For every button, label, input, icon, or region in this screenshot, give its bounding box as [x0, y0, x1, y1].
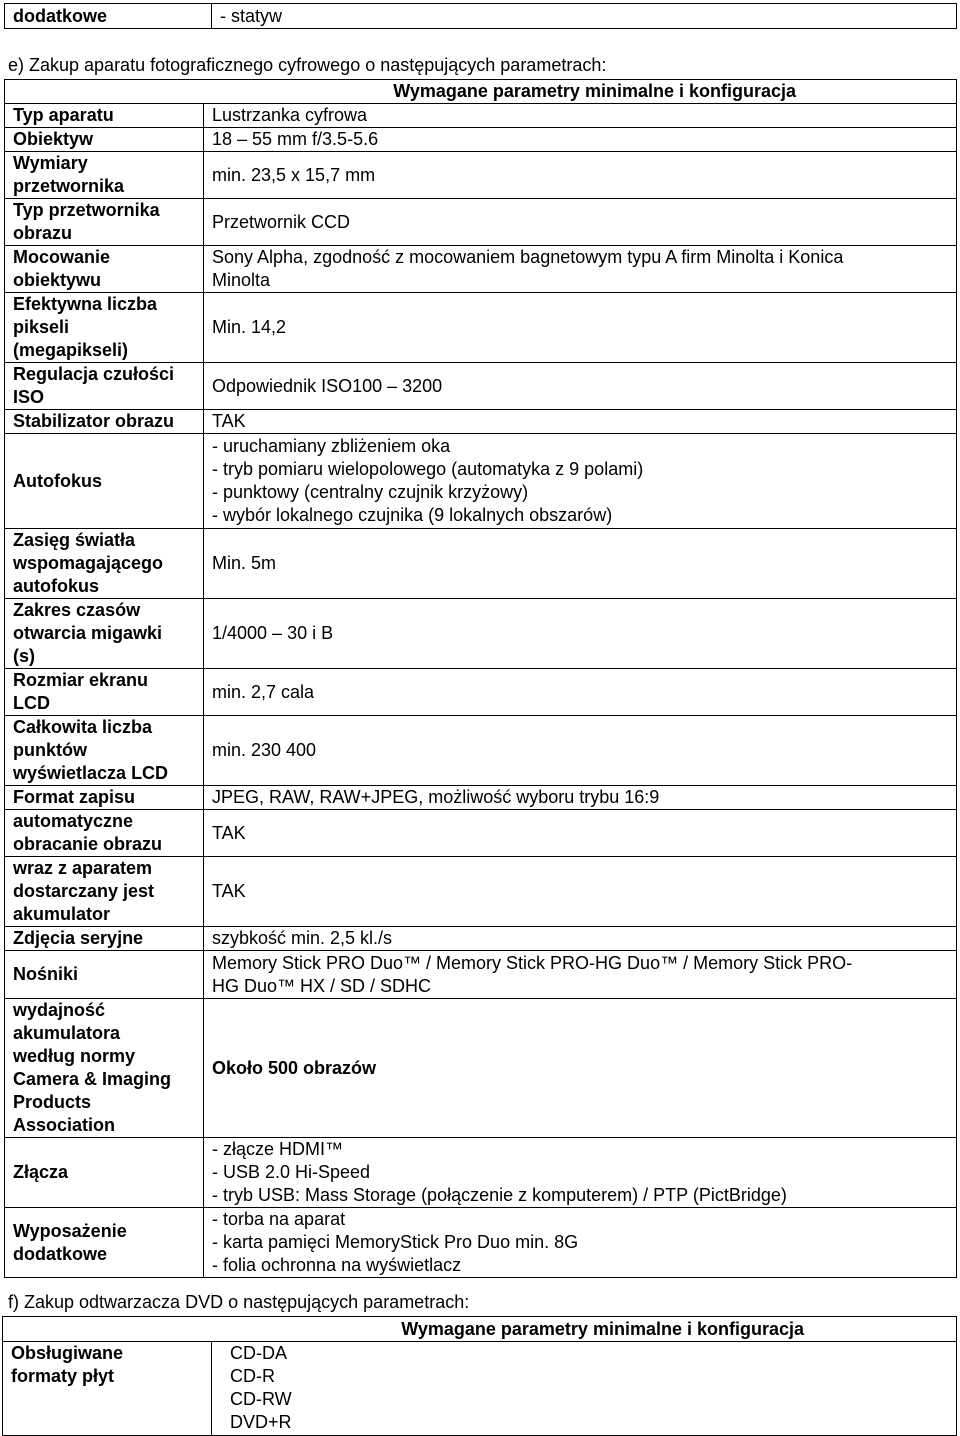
table-row	[5, 128, 957, 152]
table-row	[5, 246, 957, 293]
row-value: Min. 5m	[204, 529, 957, 599]
row-value: - torba na aparat - karta pamięci MemoryStick Pro Duo min. 8G - folia ochronna na wyświetlacz	[204, 1208, 957, 1278]
table-row	[5, 199, 957, 246]
row-label: Obiektyw	[5, 128, 204, 152]
row-value: TAK	[204, 810, 957, 857]
row-value: Około 500 obrazów	[204, 999, 957, 1138]
row-label: Złącza	[5, 1138, 204, 1208]
table-row	[5, 410, 957, 434]
row-label: Wyposażenie dodatkowe	[5, 1208, 204, 1278]
column-header: Wymagane parametry minimalne i konfiguracja	[3, 1317, 957, 1342]
row-label: Typ aparatu	[5, 104, 204, 128]
row-value: szybkość min. 2,5 kl./s	[204, 927, 957, 951]
table-header-row	[3, 1317, 957, 1342]
table-row	[5, 293, 957, 363]
row-value: min. 2,7 cala	[204, 669, 957, 716]
row-label: Zakres czasów otwarcia migawki (s)	[5, 599, 204, 669]
table-row	[5, 999, 957, 1138]
table-row	[5, 810, 957, 857]
row-label: Zasięg światła wspomagającego autofokus	[5, 529, 204, 599]
top-partial-table	[4, 3, 957, 29]
table-row	[5, 152, 957, 199]
row-value: Odpowiednik ISO100 – 3200	[204, 363, 957, 410]
row-value: TAK	[204, 857, 957, 927]
table-row	[5, 529, 957, 599]
row-value: JPEG, RAW, RAW+JPEG, możliwość wyboru trybu 16:9	[204, 786, 957, 810]
row-value: min. 23,5 x 15,7 mm	[204, 152, 957, 199]
row-value: 18 – 55 mm f/3.5-5.6	[204, 128, 957, 152]
row-value: 1/4000 – 30 i B	[204, 599, 957, 669]
table-header-row	[5, 80, 957, 104]
row-label: Nośniki	[5, 951, 204, 999]
table-row	[5, 434, 957, 529]
row-value: CD-DA CD-R CD-RW DVD+R	[212, 1342, 957, 1436]
row-label: dodatkowe	[5, 4, 212, 29]
row-value: Min. 14,2	[204, 293, 957, 363]
row-label: Format zapisu	[5, 786, 204, 810]
row-value: - statyw	[212, 4, 957, 29]
row-value: min. 230 400	[204, 716, 957, 786]
row-label: Mocowanie obiektywu	[5, 246, 204, 293]
row-label: Regulacja czułości ISO	[5, 363, 204, 410]
row-label: Rozmiar ekranu LCD	[5, 669, 204, 716]
table-row	[5, 857, 957, 927]
table-row	[5, 4, 957, 29]
row-label: Całkowita liczba punktów wyświetlacza LCD	[5, 716, 204, 786]
row-label: wydajność akumulatora według normy Camera & Imaging Products Association	[5, 999, 204, 1138]
table-row	[5, 669, 957, 716]
row-label: automatyczne obracanie obrazu	[5, 810, 204, 857]
row-label: Wymiary przetwornika	[5, 152, 204, 199]
row-label: Autofokus	[5, 434, 204, 529]
table-row	[5, 927, 957, 951]
row-value: TAK	[204, 410, 957, 434]
table-row	[5, 786, 957, 810]
row-value: - złącze HDMI™ - USB 2.0 Hi-Speed - tryb USB: Mass Storage (połączenie z komputerem) / PTP (PictBridge)	[204, 1138, 957, 1208]
dvd-spec-table	[2, 1316, 957, 1436]
table-row	[5, 1208, 957, 1278]
table-row	[5, 951, 957, 999]
row-value: Lustrzanka cyfrowa	[204, 104, 957, 128]
table-row	[5, 104, 957, 128]
row-label: Stabilizator obrazu	[5, 410, 204, 434]
row-value: Memory Stick PRO Duo™ / Memory Stick PRO-HG Duo™ / Memory Stick PRO- HG Duo™ HX / SD / SDHC	[204, 951, 957, 999]
section-e-heading: e) Zakup aparatu fotograficznego cyfrowego o następujących parametrach:	[8, 55, 607, 75]
camera-spec-table	[4, 79, 957, 1278]
column-header: Wymagane parametry minimalne i konfiguracja	[5, 80, 957, 104]
table-row	[5, 599, 957, 669]
row-label: Typ przetwornika obrazu	[5, 199, 204, 246]
row-label: Efektywna liczba pikseli (megapikseli)	[5, 293, 204, 363]
row-value: Przetwornik CCD	[204, 199, 957, 246]
table-row	[5, 1138, 957, 1208]
table-row	[3, 1342, 957, 1436]
row-label: Zdjęcia seryjne	[5, 927, 204, 951]
row-value: Sony Alpha, zgodność z mocowaniem bagnetowym typu A firm Minolta i Konica Minolta	[204, 246, 957, 293]
section-f-heading: f) Zakup odtwarzacza DVD o następujących parametrach:	[8, 1292, 470, 1312]
table-row	[5, 716, 957, 786]
row-label: wraz z aparatem dostarczany jest akumulator	[5, 857, 204, 927]
table-row	[5, 363, 957, 410]
row-label: Obsługiwane formaty płyt	[3, 1342, 212, 1436]
row-value: - uruchamiany zbliżeniem oka - tryb pomiaru wielopolowego (automatyka z 9 polami) - punktowy (centralny czujnik krzyżowy) - wybór lokalnego czujnika (9 lokalnych obszarów)	[204, 434, 957, 529]
